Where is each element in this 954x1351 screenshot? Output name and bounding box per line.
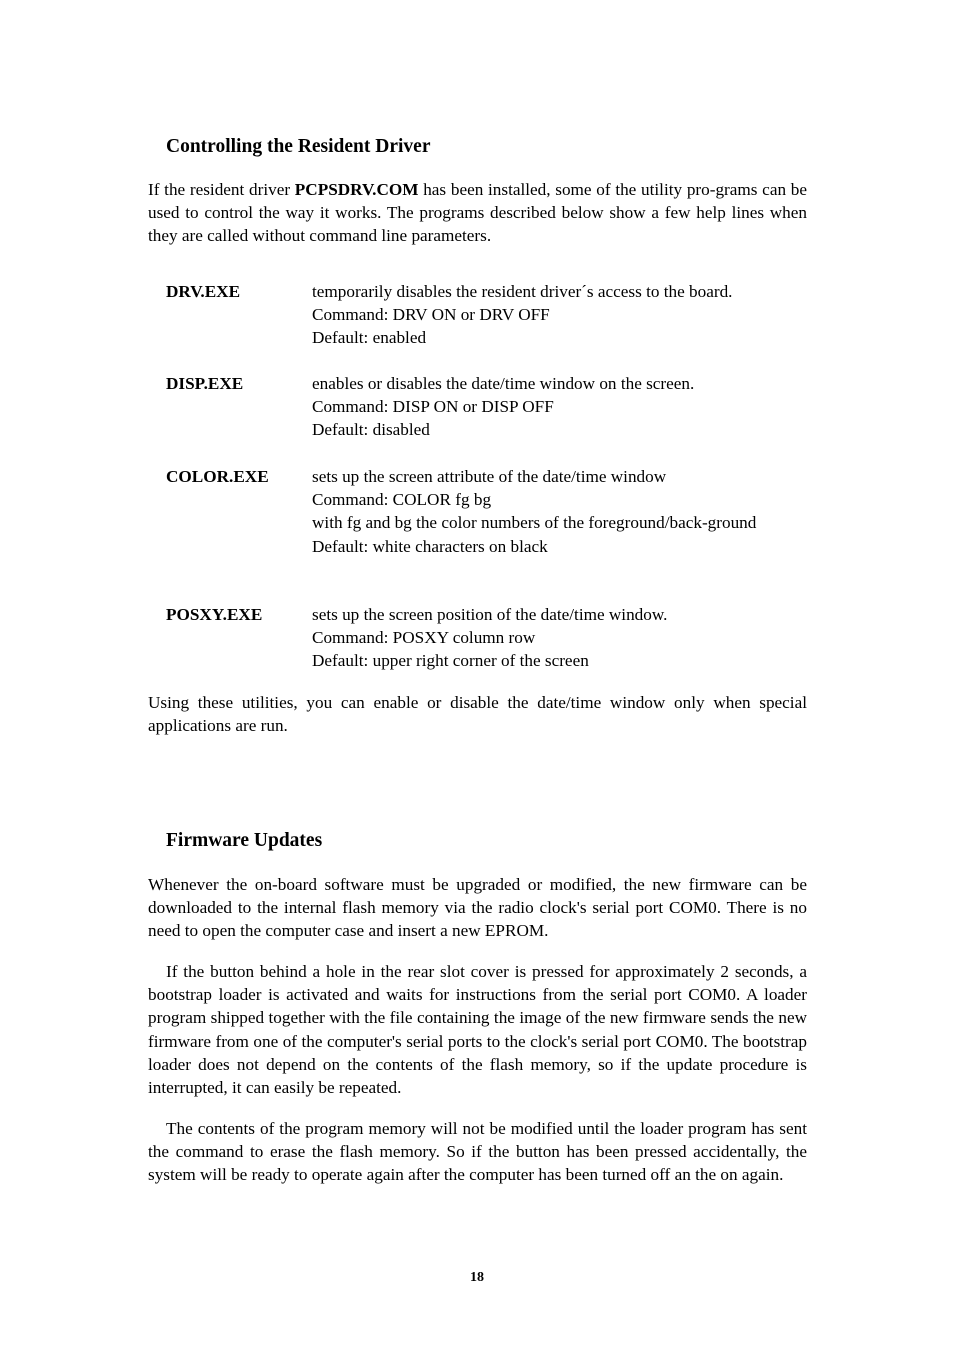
intro-text-after: has been installed, some of the utility pro-grams can be used to control the way it works. The programs described below show a few help lines when they are called without command line parameters. (148, 180, 807, 246)
command-line: temporarily disables the resident driver´s access to the board. (312, 282, 733, 301)
outro-paragraph: Using these utilities, you can enable or disable the date/time window only when special applications are run. (148, 693, 807, 736)
command-line: Command: DISP ON or DISP OFF (312, 397, 554, 417)
command-item-posxy (148, 603, 807, 673)
command-item-disp (148, 372, 807, 442)
firmware-paragraph-3: The contents of the program memory will not be modified until the loader program has sent the command to erase the flash memory. So if the button has been pressed accidentally, the system will be ready to operate again after the computer has been turned off an the on again. (148, 1119, 807, 1185)
section-heading-firmware-updates: Firmware Updates (166, 830, 323, 851)
command-name: DRV.EXE (166, 282, 241, 301)
command-name: POSXY.EXE (166, 605, 263, 624)
command-line: sets up the screen position of the date/time window. (312, 605, 668, 624)
command-line: with fg and bg the color numbers of the foreground/back-ground (312, 513, 757, 533)
command-description (312, 465, 807, 558)
firmware-paragraph-1: Whenever the on-board software must be upgraded or modified, the new firmware can be downloaded to the internal flash memory via the radio clock's serial port COM0. There is no need to open the computer case and insert a new EPROM. (148, 875, 807, 941)
command-line: Default: upper right corner of the screen (312, 651, 589, 671)
command-item-drv (148, 280, 807, 350)
driver-name: PCPSDRV.COM (294, 180, 419, 199)
command-line: Default: enabled (312, 328, 427, 348)
command-line: enables or disables the date/time window on the screen. (312, 374, 695, 393)
firmware-paragraph-2: If the button behind a hole in the rear slot cover is pressed for approximately 2 seconds, a bootstrap loader is activated and waits for instructions from the serial port COM0. A loader program shipped together with the file containing the image of the new firmware sends the new firmware from one of the computer's serial ports to the clock's serial port COM0. The bootstrap loader does not depend on the contents of the flash memory, so if the update procedure is interrupted, it can easily be repeated. (148, 962, 807, 1098)
command-line: Default: disabled (312, 420, 430, 440)
command-name: COLOR.EXE (166, 467, 269, 486)
command-name: DISP.EXE (166, 374, 244, 393)
section-heading-resident-driver: Controlling the Resident Driver (166, 136, 431, 157)
command-line: sets up the screen attribute of the date/time window (312, 467, 667, 486)
command-line: Command: COLOR fg bg (312, 490, 492, 510)
command-description (312, 372, 807, 442)
command-line: Command: DRV ON or DRV OFF (312, 305, 550, 325)
command-description (312, 603, 807, 673)
intro-paragraph (148, 178, 807, 248)
intro-text-before: If the resident driver (148, 180, 295, 199)
command-item-color (148, 465, 807, 558)
page-number: 18 (470, 1270, 484, 1285)
command-description (312, 280, 807, 350)
command-line: Command: POSXY column row (312, 628, 536, 648)
command-line: Default: white characters on black (312, 536, 548, 556)
